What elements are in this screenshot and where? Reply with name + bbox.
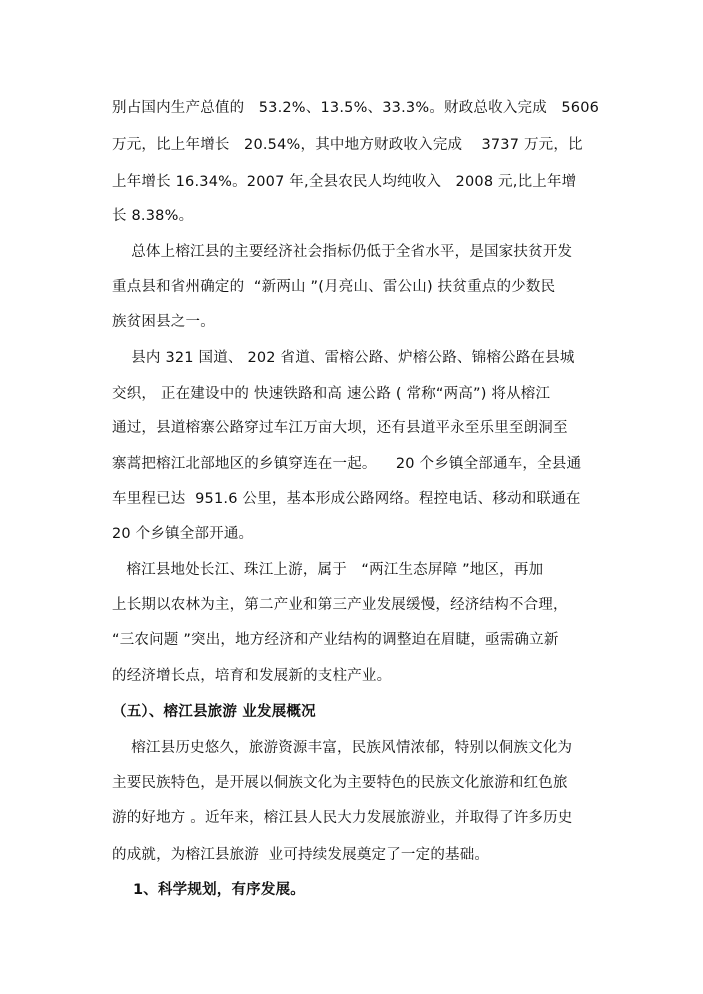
text-line: “三农问题 ”突出，地方经济和产业结构的调整迫在眉睫，亟需确立新: [112, 632, 559, 648]
section-heading: （五）、榕江县旅游 业发展概况: [112, 704, 316, 720]
text-line: 通过，县道榕寨公路穿过车江万亩大坝，还有县道平永至乐里至朗洞至: [112, 420, 568, 436]
text-line: 上年增长 16.34%。2007 年,全县农民人均纯收入 2008 元,比上年增: [112, 174, 577, 190]
subheading: 1、科学规划，有序发展。: [112, 882, 305, 898]
text-line: 县内 321 国道、 202 省道、雷榕公路、炉榕公路、锦榕公路在县城: [112, 350, 575, 366]
text-line: 重点县和省州确定的 “新两山 ”(月亮山、雷公山) 扶贫重点的少数民: [112, 279, 556, 295]
text-line: 总体上榕江县的主要经济社会指标仍低于全省水平，是国家扶贫开发: [112, 244, 573, 260]
text-line: 榕江县历史悠久，旅游资源丰富，民族风情浓郁，特别以侗族文化为: [112, 740, 573, 756]
text-line: 榕江县地处长江、珠江上游，属于 “两江生态屏障 ”地区，再加: [112, 562, 544, 578]
text-line: 的经济增长点，培育和发展新的支柱产业。: [112, 668, 392, 684]
text-line: 寨蒿把榕江北部地区的乡镇穿连在一起。 20 个乡镇全部通车，全县通: [112, 456, 582, 472]
text-line: 20 个乡镇全部开通。: [112, 526, 254, 542]
text-line: 主要民族特色，是开展以侗族文化为主要特色的民族文化旅游和红色旅: [112, 775, 568, 791]
text-line: 车里程已达 951.6 公里，基本形成公路网络。程控电话、移动和联通在: [112, 491, 581, 507]
text-line: 游的好地方 。近年来，榕江县人民大力发展旅游业，并取得了许多历史: [112, 810, 573, 826]
text-line: 族贫困县之一。: [112, 314, 215, 330]
text-line: 别占国内生产总值的 53.2%、13.5%、33.3%。财政总收入完成 5606: [112, 100, 600, 116]
text-line: 万元，比上年增长 20.54%，其中地方财政收入完成 3737 万元，比: [112, 137, 583, 153]
text-line: 的成就，为榕江县旅游 业可持续发展奠定了一定的基础。: [112, 847, 490, 863]
text-line: 上长期以农林为主，第二产业和第三产业发展缓慢，经济结构不合理，: [112, 597, 568, 613]
text-line: 交织， 正在建设中的 快速铁路和高 速公路 ( 常称“两高”) 将从榕江: [112, 386, 551, 402]
text-line: 长 8.38%。: [112, 208, 194, 224]
